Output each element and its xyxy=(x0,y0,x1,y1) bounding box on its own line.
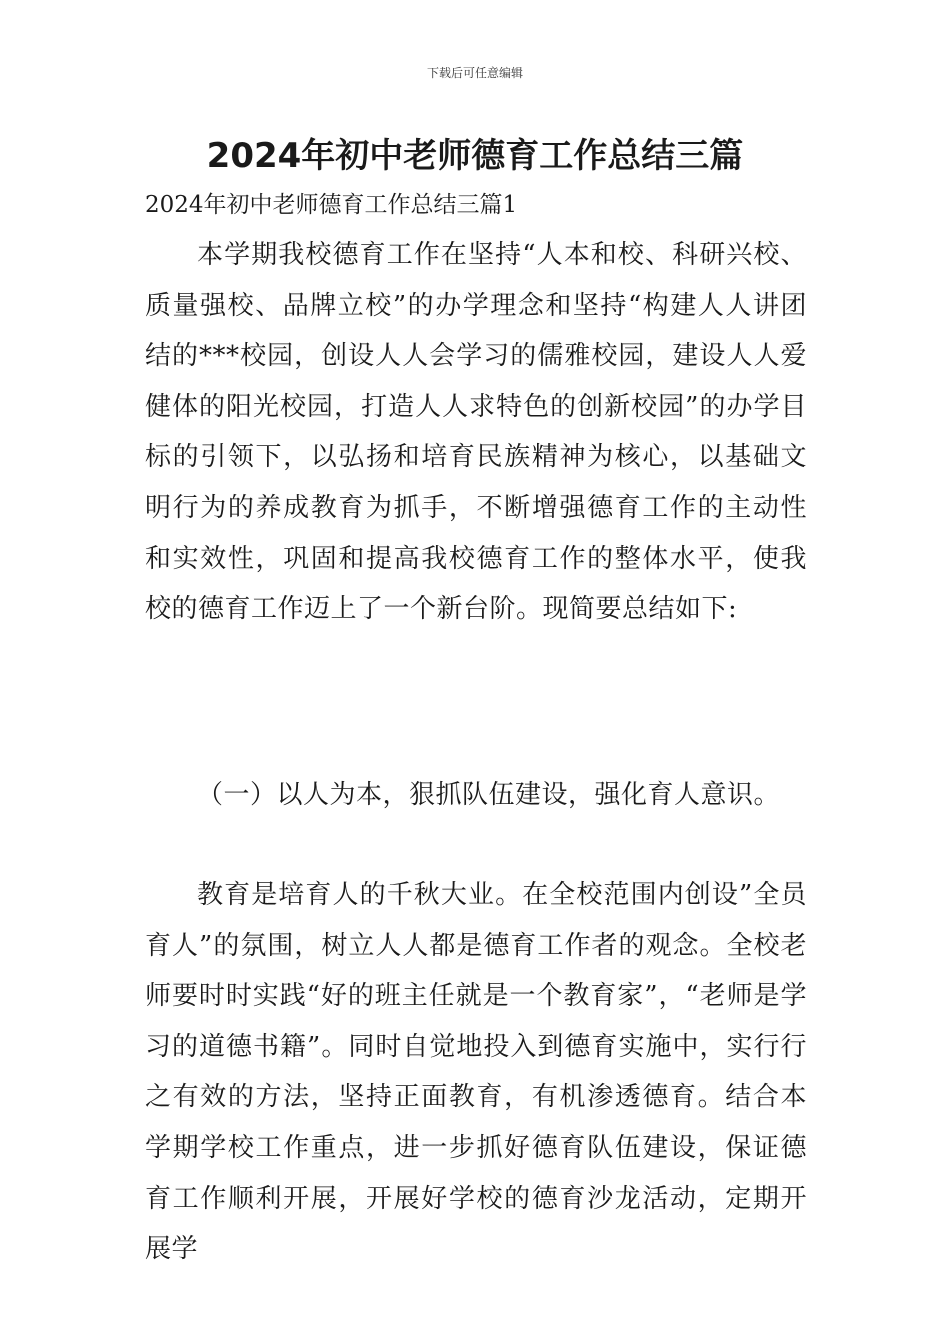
document-title: 2024年初中老师德育工作总结三篇 xyxy=(206,136,744,176)
body-paragraph-intro: 本学期我校德育工作在坚持“人本和校、科研兴校、质量强校、品牌立校”的办学理念和坚持“构建人人讲团结的***校园，创设人人会学习的儒雅校园，建设人人爱健体的阳光校园，打造人人求特色的创新校园”的办学目标的引领下，以弘扬和培育民族精神为核心，以基础文明行为的养成教育为抓手，不断增强德育工作的主动性和实效性，巩固和提高我校德育工作的整体水平，使我校的德育工作迈上了一个新台阶。现简要总结如下: xyxy=(145,240,807,625)
body-paragraph-education: 教育是培育人的千秋大业。在全校范围内创设”全员育人”的氛围，树立人人都是德育工作者的观念。全校老师要时时实践“好的班主任就是一个教育家”，“老师是学习的道德书籍”。同时自觉地投入到德育实施中，实行行之有效的方法，坚持正面教育，有机渗透德育。结合本学期学校工作重点，进一步抓好德育队伍建设，保证德育工作顺利开展，开展好学校的德育沙龙活动，定期开展学 xyxy=(145,880,807,1265)
section-subtitle: 2024年初中老师德育工作总结三篇1 xyxy=(145,192,518,218)
header-note: 下载后可任意编辑 xyxy=(426,66,523,80)
section-heading: （一）以人为本，狠抓队伍建设，强化育人意识。 xyxy=(197,780,781,810)
